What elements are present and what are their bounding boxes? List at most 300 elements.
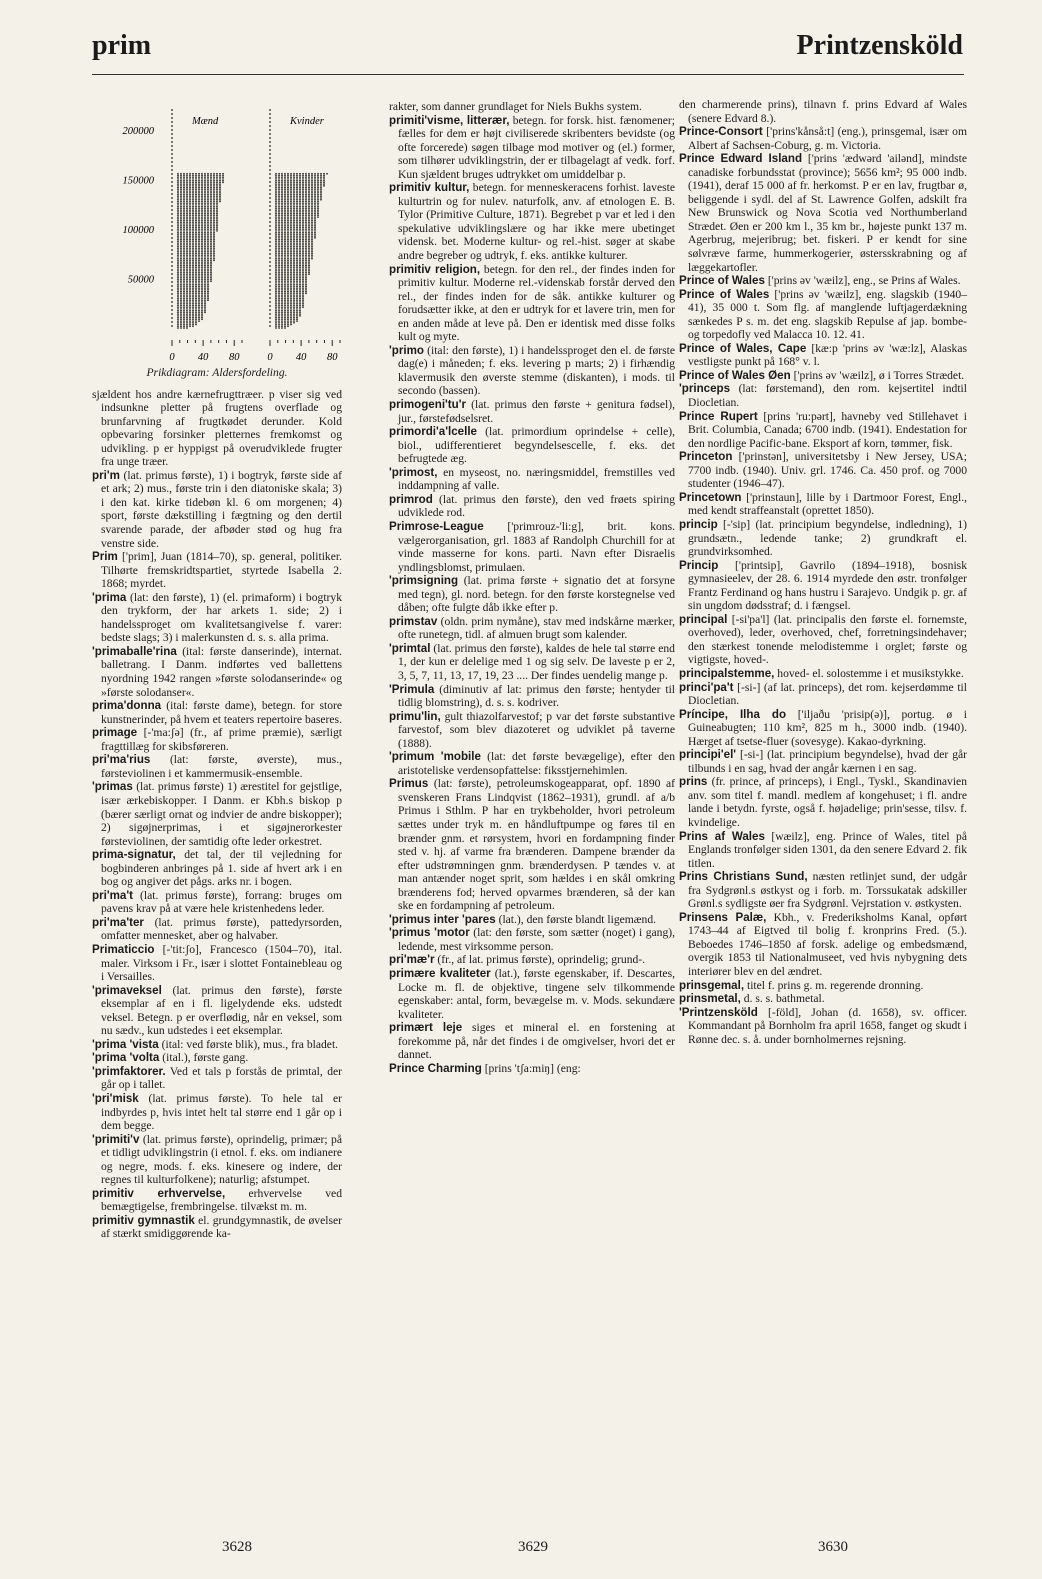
data-dot	[198, 183, 200, 185]
data-dot	[299, 312, 301, 314]
data-dot	[180, 246, 182, 248]
data-dot	[213, 199, 215, 201]
data-dot	[189, 242, 191, 244]
data-dot	[281, 235, 283, 237]
data-dot	[290, 280, 292, 282]
dot-row	[177, 204, 218, 206]
data-dot	[180, 249, 182, 251]
data-dot	[275, 220, 277, 222]
data-dot	[210, 178, 212, 180]
data-dot	[195, 280, 197, 282]
data-dot	[293, 208, 295, 210]
data-dot	[281, 188, 283, 190]
data-dot	[201, 225, 203, 227]
data-dot	[183, 279, 185, 281]
dot-row	[275, 220, 316, 222]
data-dot	[177, 266, 179, 268]
data-dot	[299, 270, 301, 272]
data-dot	[192, 273, 194, 275]
data-dot	[287, 306, 289, 308]
data-dot	[278, 317, 280, 319]
data-dot	[281, 180, 283, 182]
data-dot	[284, 260, 286, 262]
dot-row	[275, 218, 316, 220]
data-dot	[189, 176, 191, 178]
data-dot	[305, 279, 307, 281]
data-dot	[323, 176, 325, 178]
data-dot	[219, 199, 221, 201]
dot-row	[177, 272, 212, 274]
data-dot	[189, 225, 191, 227]
data-dot	[284, 188, 286, 190]
data-dot	[275, 298, 277, 300]
data-dot	[183, 178, 185, 180]
data-dot	[287, 284, 289, 286]
data-dot	[296, 223, 298, 225]
data-dot	[287, 216, 289, 218]
data-dot	[299, 246, 301, 248]
data-dot	[275, 187, 277, 189]
data-dot	[302, 228, 304, 230]
data-dot	[308, 201, 310, 203]
data-dot	[204, 234, 206, 236]
data-dot	[186, 237, 188, 239]
data-dot	[186, 188, 188, 190]
dot-row	[275, 213, 319, 215]
data-dot	[183, 194, 185, 196]
data-dot	[204, 308, 206, 310]
data-dot	[296, 199, 298, 201]
dictionary-entry	[389, 493, 675, 520]
data-dot	[177, 201, 179, 203]
data-dot	[299, 265, 301, 267]
data-dot	[323, 182, 325, 184]
data-dot	[198, 277, 200, 279]
data-dot	[183, 265, 185, 267]
data-dot	[281, 306, 283, 308]
data-dot	[180, 303, 182, 305]
data-dot	[290, 213, 292, 215]
data-dot	[216, 178, 218, 180]
data-dot	[311, 175, 313, 177]
data-dot	[189, 315, 191, 317]
data-dot	[293, 227, 295, 229]
data-dot	[287, 325, 289, 327]
data-dot	[201, 260, 203, 262]
data-dot	[210, 173, 212, 175]
data-dot	[296, 246, 298, 248]
dot-row	[177, 301, 206, 303]
data-dot	[278, 261, 280, 263]
data-dot	[186, 322, 188, 324]
data-dot	[296, 247, 298, 249]
data-dot	[287, 253, 289, 255]
data-dot	[284, 292, 286, 294]
data-dot	[284, 240, 286, 242]
data-dot	[198, 202, 200, 204]
data-dot	[296, 277, 298, 279]
data-dot	[287, 242, 289, 244]
data-dot	[299, 195, 301, 197]
data-dot	[213, 208, 215, 210]
data-dot	[180, 216, 182, 218]
axis-dot	[269, 121, 271, 123]
data-dot	[281, 228, 283, 230]
axis-dot	[171, 257, 173, 259]
data-dot	[186, 187, 188, 189]
data-dot	[308, 221, 310, 223]
data-dot	[180, 266, 182, 268]
data-dot	[311, 221, 313, 223]
data-dot	[177, 312, 179, 314]
data-dot	[192, 265, 194, 267]
page-number-3: 3630	[818, 1539, 848, 1555]
data-dot	[186, 275, 188, 277]
data-dot	[305, 263, 307, 265]
dot-row	[275, 214, 319, 216]
data-dot	[275, 227, 277, 229]
data-dot	[216, 182, 218, 184]
data-dot	[299, 284, 301, 286]
data-dot	[207, 204, 209, 206]
data-dot	[311, 188, 313, 190]
data-dot	[180, 313, 182, 315]
data-dot	[210, 182, 212, 184]
data-dot	[320, 176, 322, 178]
data-dot	[195, 291, 197, 293]
dot-row	[275, 194, 322, 196]
data-dot	[180, 327, 182, 329]
data-dot	[305, 192, 307, 194]
data-dot	[284, 299, 286, 301]
data-dot	[281, 211, 283, 213]
data-dot	[192, 225, 194, 227]
data-dot	[198, 287, 200, 289]
dictionary-entry	[679, 274, 967, 288]
entry-headword: 'prima 'volta	[92, 1051, 160, 1065]
data-dot	[311, 258, 313, 260]
data-dot	[192, 232, 194, 234]
data-dot	[290, 206, 292, 208]
dictionary-entry	[679, 369, 967, 383]
data-dot	[213, 227, 215, 229]
dot-row	[177, 275, 212, 277]
data-dot	[201, 187, 203, 189]
data-dot	[284, 237, 286, 239]
data-dot	[302, 199, 304, 201]
data-dot	[293, 211, 295, 213]
axis-dot	[269, 205, 271, 207]
data-dot	[308, 256, 310, 258]
data-dot	[180, 292, 182, 294]
data-dot	[275, 240, 277, 242]
data-dot	[275, 263, 277, 265]
data-dot	[302, 279, 304, 281]
data-dot	[192, 223, 194, 225]
data-dot	[275, 256, 277, 258]
axis-dot	[171, 297, 173, 299]
data-dot	[210, 199, 212, 201]
data-dot	[207, 251, 209, 253]
data-dot	[293, 306, 295, 308]
data-dot	[213, 232, 215, 234]
data-dot	[293, 260, 295, 262]
data-dot	[314, 185, 316, 187]
page-number-2: 3629	[518, 1539, 548, 1555]
data-dot	[305, 268, 307, 270]
data-dot	[204, 249, 206, 251]
data-dot	[189, 322, 191, 324]
data-dot	[210, 194, 212, 196]
data-dot	[192, 287, 194, 289]
dot-row	[275, 239, 313, 241]
data-dot	[207, 298, 209, 300]
data-dot	[299, 239, 301, 241]
axis-dot	[171, 149, 173, 151]
data-dot	[192, 182, 194, 184]
data-dot	[302, 240, 304, 242]
entry-text: (lat. primus første), 1) i bogtryk, første side af et ark; 2) mus., første trin i den diatoniske skala; 3) i den kat. kirke tidebøn kl. 6 om morgenen; 4) sport, første dækstilling i fægtning og den dertil svarende parade, der afbøder stød og hug fra venstre side.	[101, 468, 342, 550]
axis-dot	[171, 181, 173, 183]
data-dot	[293, 192, 295, 194]
dot-row	[275, 185, 325, 187]
data-dot	[308, 204, 310, 206]
data-dot	[192, 253, 194, 255]
data-dot	[195, 232, 197, 234]
data-dot	[186, 318, 188, 320]
data-dot	[207, 183, 209, 185]
dictionary-entry	[679, 708, 967, 749]
data-dot	[284, 256, 286, 258]
data-dot	[317, 194, 319, 196]
dot-row	[275, 254, 313, 256]
entry-text: betegn. for forsk. hist. fænomener; fælles for dem er højt civiliserede skribenters bevidste (og ofte forcerede) søgen tilbage mod motiver og (el.) former, som tilhører udviklingstrin, der er tilbagelagt af vedk. forf. Kun sjældent bruges udtrykket om umiddelbar p.	[398, 113, 675, 181]
data-dot	[275, 206, 277, 208]
data-dot	[195, 183, 197, 185]
data-dot	[216, 175, 218, 177]
data-dot	[183, 306, 185, 308]
data-dot	[287, 208, 289, 210]
data-dot	[207, 237, 209, 239]
data-dot	[186, 286, 188, 288]
dot-row	[275, 260, 310, 262]
data-dot	[210, 246, 212, 248]
entry-text: (fr. prince, af princeps), i Engl., Tyskl., Skandinavien anv. som titel f. mandl. medlem af kongehuset; i fl. andre lande i betydn. fyrste, også f. højadelige; prin'sesse, tilsv. f. kvindelige.	[688, 775, 967, 829]
data-dot	[287, 182, 289, 184]
data-dot	[180, 197, 182, 199]
dot-row	[275, 182, 325, 184]
data-dot	[192, 291, 194, 293]
data-dot	[180, 294, 182, 296]
data-dot	[278, 228, 280, 230]
data-dot	[308, 182, 310, 184]
dot-row	[275, 223, 316, 225]
data-dot	[275, 275, 277, 277]
data-dot	[302, 258, 304, 260]
data-dot	[213, 246, 215, 248]
data-dot	[192, 260, 194, 262]
data-dot	[308, 206, 310, 208]
data-dot	[180, 211, 182, 213]
data-dot	[204, 254, 206, 256]
data-dot	[275, 299, 277, 301]
entry-headword: Prince of Wales Øen	[679, 368, 791, 382]
data-dot	[281, 227, 283, 229]
dot-row	[177, 325, 194, 327]
data-dot	[204, 244, 206, 246]
data-dot	[284, 327, 286, 329]
data-dot	[281, 299, 283, 301]
data-dot	[296, 234, 298, 236]
dictionary-entry	[389, 710, 675, 751]
data-dot	[210, 266, 212, 268]
data-dot	[308, 261, 310, 263]
data-dot	[192, 272, 194, 274]
dot-row	[275, 253, 313, 255]
data-dot	[302, 175, 304, 177]
data-dot	[278, 237, 280, 239]
data-dot	[192, 256, 194, 258]
data-dot	[305, 244, 307, 246]
data-dot	[201, 246, 203, 248]
data-dot	[192, 214, 194, 216]
data-dot	[308, 211, 310, 213]
data-dot	[195, 277, 197, 279]
data-dot	[275, 190, 277, 192]
axis-dot	[171, 129, 173, 131]
data-dot	[278, 318, 280, 320]
entry-text: el. grundgymnastik, de øvelser af stærkt smidiggørende ka-	[101, 1213, 342, 1241]
dot-row	[275, 305, 304, 307]
data-dot	[207, 182, 209, 184]
data-dot	[192, 208, 194, 210]
data-dot	[299, 228, 301, 230]
data-dot	[305, 194, 307, 196]
data-dot	[213, 256, 215, 258]
data-dot	[314, 201, 316, 203]
data-dot	[201, 303, 203, 305]
data-dot	[293, 298, 295, 300]
data-dot	[278, 251, 280, 253]
data-dot	[186, 260, 188, 262]
data-dot	[293, 291, 295, 293]
data-dot	[204, 299, 206, 301]
dot-row	[275, 324, 292, 326]
data-dot	[299, 310, 301, 312]
data-dot	[302, 183, 304, 185]
dot-row	[177, 294, 209, 296]
data-dot	[204, 260, 206, 262]
data-dot	[183, 214, 185, 216]
data-dot	[204, 209, 206, 211]
data-dot	[287, 175, 289, 177]
data-dot	[296, 209, 298, 211]
axis-dot	[171, 137, 173, 139]
data-dot	[198, 201, 200, 203]
entry-text: ['iljaðu 'prisip(ə)], portug. ø i Guineabugten; 110 km², 825 m h., 3000 indb. (1940). Hærget af tsetse-fluer (sovesyge). Kakao-dyrkning.	[688, 707, 967, 748]
data-dot	[293, 246, 295, 248]
data-dot	[287, 192, 289, 194]
data-dot	[183, 176, 185, 178]
data-dot	[180, 204, 182, 206]
data-dot	[314, 188, 316, 190]
data-dot	[284, 218, 286, 220]
dot-row	[177, 206, 218, 208]
dictionary-entry	[389, 114, 675, 182]
data-dot	[287, 289, 289, 291]
dot-chart-svg	[92, 98, 342, 370]
data-dot	[195, 221, 197, 223]
data-dot	[302, 225, 304, 227]
data-dot	[302, 306, 304, 308]
data-dot	[189, 284, 191, 286]
data-dot	[296, 216, 298, 218]
data-dot	[275, 204, 277, 206]
data-dot	[308, 230, 310, 232]
data-dot	[189, 317, 191, 319]
data-dot	[177, 228, 179, 230]
axis-dot	[171, 241, 173, 243]
data-dot	[204, 301, 206, 303]
data-dot	[198, 256, 200, 258]
axis-dot	[269, 113, 271, 115]
data-dot	[177, 280, 179, 282]
data-dot	[213, 247, 215, 249]
data-dot	[302, 261, 304, 263]
data-dot	[189, 209, 191, 211]
entry-headword: Prince of Wales	[679, 274, 765, 288]
data-dot	[180, 263, 182, 265]
data-dot	[296, 244, 298, 246]
data-dot	[213, 240, 215, 242]
data-dot	[201, 213, 203, 215]
data-dot	[195, 208, 197, 210]
data-dot	[180, 247, 182, 249]
data-dot	[290, 240, 292, 242]
data-dot	[198, 246, 200, 248]
data-dot	[183, 312, 185, 314]
data-dot	[180, 178, 182, 180]
dictionary-entry	[92, 1038, 342, 1052]
data-dot	[284, 272, 286, 274]
dot-row	[275, 247, 313, 249]
data-dot	[207, 220, 209, 222]
data-dot	[189, 247, 191, 249]
data-dot	[204, 298, 206, 300]
data-dot	[311, 202, 313, 204]
data-dot	[323, 175, 325, 177]
data-dot	[195, 320, 197, 322]
data-dot	[293, 178, 295, 180]
data-dot	[195, 247, 197, 249]
entry-text: ['prins'kånså:t] (eng.), prinsgemal, især om Albert af Sachsen-Coburg, g. m. Victoria.	[688, 125, 967, 152]
data-dot	[213, 176, 215, 178]
data-dot	[278, 220, 280, 222]
data-dot	[305, 261, 307, 263]
data-dot	[177, 204, 179, 206]
data-dot	[207, 188, 209, 190]
entry-headword: pri'ma't	[92, 888, 133, 902]
data-dot	[278, 183, 280, 185]
data-dot	[177, 254, 179, 256]
data-dot	[296, 251, 298, 253]
data-dot	[305, 260, 307, 262]
data-dot	[210, 195, 212, 197]
data-dot	[216, 187, 218, 189]
data-dot	[284, 289, 286, 291]
data-dot	[278, 247, 280, 249]
data-dot	[290, 221, 292, 223]
